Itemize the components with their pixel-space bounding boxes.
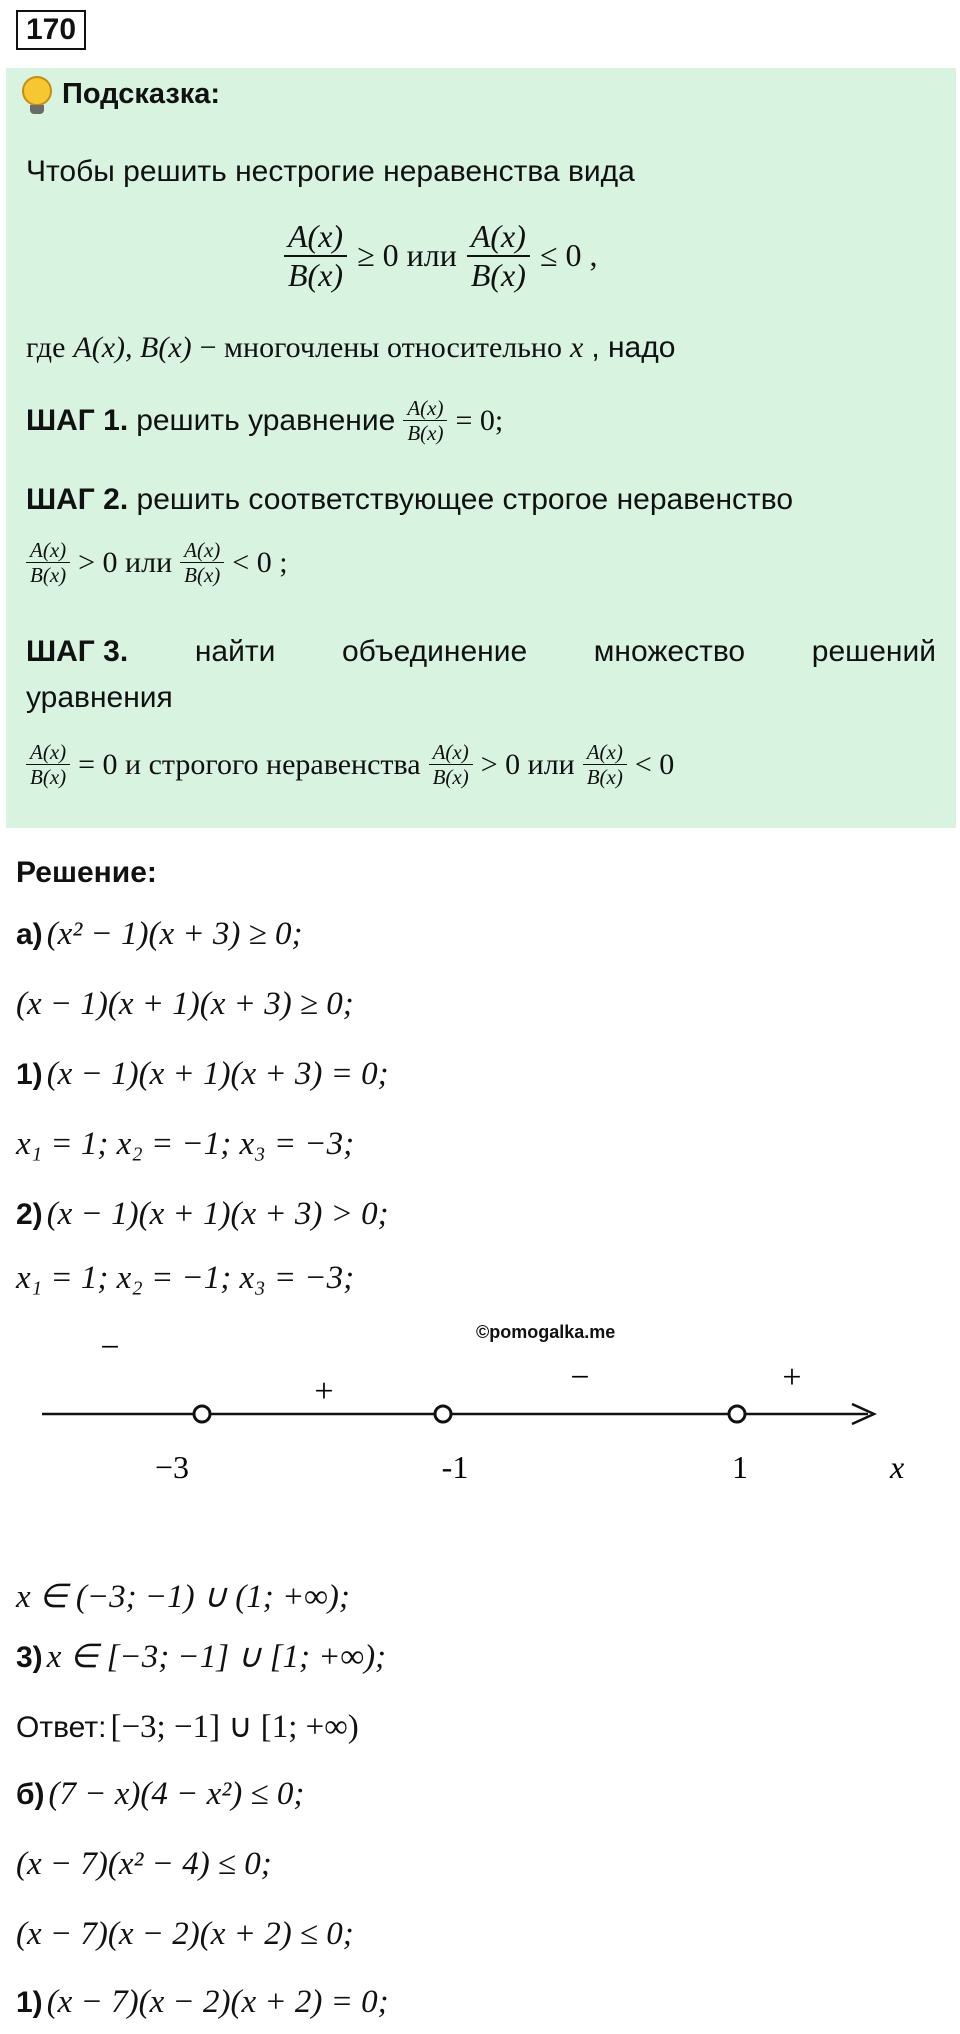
interval-result: x ∈ (−3; −1) ∪ (1; +∞); xyxy=(16,1579,350,1615)
point-label: −3 xyxy=(154,1449,190,1485)
fraction: $\frac{A(x)}{B(x)}$ xyxy=(26,538,70,587)
fraction: $\frac{A(x)}{B(x)}$ xyxy=(26,740,70,789)
solution-heading: Решение: xyxy=(16,856,157,889)
hint-line3: где A(x), B(x) − многочлены относительно x , надо xyxy=(26,331,676,364)
number-line-graphic xyxy=(0,1320,960,1490)
watermark: ©pomogalka.me xyxy=(476,1322,616,1342)
step1-equation: 1) (x − 1)(x + 1)(x + 3) = 0; xyxy=(16,1056,389,1092)
open-point xyxy=(729,1406,745,1422)
hint-forms: $\frac{A(x)}{B(x)}$ ≥ 0 или $\frac{A(x)}{B(x)}$ ≤ 0 , xyxy=(284,218,597,294)
roots-line1: x₁ = 1; x₂ = −1; x₃ = −3; xyxy=(16,1126,355,1162)
fraction: $\frac{A(x)}{B(x)}$ xyxy=(583,740,627,789)
sign-label: + xyxy=(314,1373,334,1410)
fraction: $\frac{A(x)}{B(x)}$ xyxy=(429,740,473,789)
fraction: $\frac{A(x)}{B(x)}$ xyxy=(403,396,447,445)
hint-step3: ШАГ 3. найти объединение множество решений xyxy=(26,635,936,668)
task-number: 170 xyxy=(16,10,86,50)
sign-label: − xyxy=(100,1329,120,1366)
open-point xyxy=(435,1406,451,1422)
part-b-line1: б) (7 − x)(4 − x²) ≤ 0; xyxy=(16,1776,305,1812)
hint-step3-line2: уравнения xyxy=(26,681,173,714)
hint-step2: ШАГ 2. решить соответствующее строгое неравенство xyxy=(26,483,794,516)
hint-title: Подсказка: xyxy=(62,78,221,110)
point-label: 1 xyxy=(732,1449,748,1485)
hint-step1: ШАГ 1. решить уравнение $\frac{A(x)}{B(x)}$ = 0; xyxy=(26,396,504,446)
part-b-line2: (x − 7)(x² − 4) ≤ 0; xyxy=(16,1846,272,1882)
lightbulb-icon xyxy=(22,76,52,106)
fraction: $\frac{A(x)}{B(x)}$ xyxy=(180,538,224,587)
part-b-step1: 1) (x − 7)(x − 2)(x + 2) = 0; xyxy=(16,1984,389,2020)
open-point xyxy=(194,1406,210,1422)
sign-label: − xyxy=(570,1359,590,1396)
hint-step3-formula: $\frac{A(x)}{B(x)}$ = 0 и строгого неравенства $\frac{A(x)}{B(x)}$ > 0 или $\frac{A(x)}{B(x)}$ < 0 xyxy=(26,740,674,789)
roots-line2: x₁ = 1; x₂ = −1; x₃ = −3; xyxy=(16,1260,355,1296)
step2-inequality: 2) (x − 1)(x + 1)(x + 3) > 0; xyxy=(16,1196,389,1232)
axis-label: x xyxy=(890,1449,905,1485)
point-label: -1 xyxy=(441,1449,469,1485)
number-line xyxy=(0,1320,960,1490)
hint-step2-ineq: $\frac{A(x)}{B(x)}$ > 0 или $\frac{A(x)}{B(x)}$ < 0 ; xyxy=(26,538,288,587)
part-b-line3: (x − 7)(x − 2)(x + 2) ≤ 0; xyxy=(16,1916,354,1952)
step3-result: 3) x ∈ [−3; −1] ∪ [1; +∞); xyxy=(16,1639,387,1675)
sign-label: + xyxy=(782,1359,802,1396)
part-a-line1: а) (x² − 1)(x + 3) ≥ 0; xyxy=(16,916,303,952)
answer-line: Ответ: [−3; −1] ∪ [1; +∞) xyxy=(16,1709,359,1745)
lightbulb-base xyxy=(30,105,44,114)
fraction: $\frac{A(x)}{B(x)}$ xyxy=(284,218,347,294)
fraction: $\frac{A(x)}{B(x)}$ xyxy=(467,218,530,294)
hint-box xyxy=(6,68,956,828)
hint-intro: Чтобы решить нестрогие неравенства вида xyxy=(26,155,635,188)
part-a-line2: (x − 1)(x + 1)(x + 3) ≥ 0; xyxy=(16,986,354,1022)
